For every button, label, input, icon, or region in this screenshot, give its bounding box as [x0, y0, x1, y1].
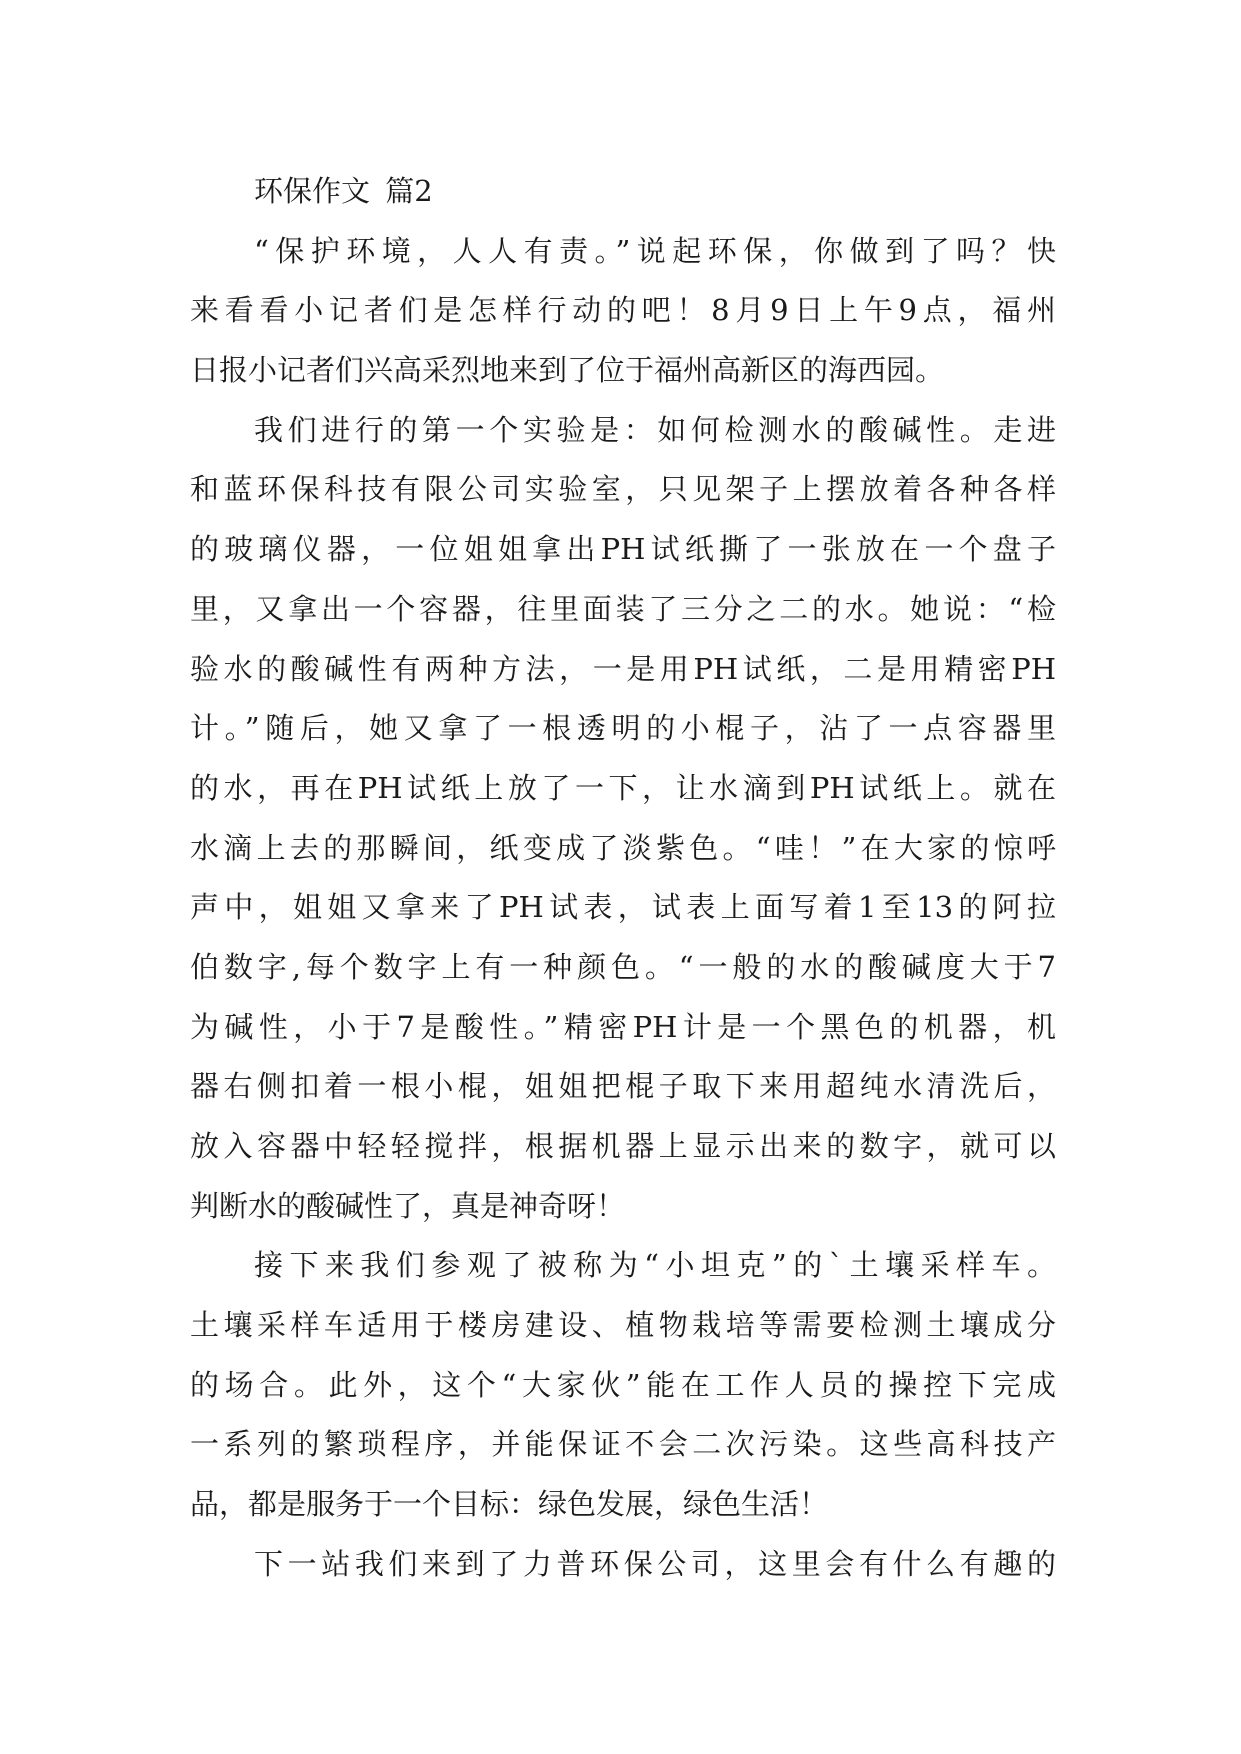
text-line: 和蓝环保科技有限公司实验室，只见架子上摆放着各种各样 [190, 472, 1056, 507]
text-line: 土壤采样车适用于楼房建设、植物栽培等需要检测土壤成分 [190, 1308, 1056, 1343]
text-line: 下一站我们来到了力普环保公司，这里会有什么有趣的 [254, 1546, 1056, 1581]
paragraph [190, 222, 1056, 401]
text-line: 日报小记者们兴高采烈地来到了位于福州高新区的海西园。 [190, 353, 945, 388]
text-line: 的场合。此外，这个“大家伙”能在工作人员的操控下完成 [190, 1367, 1056, 1402]
text-line: 伯数字,每个数字上有一种颜色。“一般的水的酸碱度大于7 [190, 949, 1056, 984]
text-line: 我们进行的第一个实验是：如何检测水的酸碱性。走进 [254, 412, 1056, 447]
paragraph [190, 1236, 1056, 1534]
text-line: 器右侧扣着一根小棍，姐姐把棍子取下来用超纯水清洗后， [190, 1069, 1056, 1104]
text-line: 为碱性，小于7是酸性。”精密PH计是一个黑色的机器，机 [190, 1009, 1056, 1044]
text-line: “保护环境，人人有责。”说起环保，你做到了吗？快 [254, 233, 1056, 268]
text-line: 计。”随后，她又拿了一根透明的小棍子，沾了一点容器里 [190, 711, 1056, 746]
text-line: 的玻璃仪器，一位姐姐拿出PH试纸撕了一张放在一个盘子 [190, 532, 1056, 567]
text-line: 里，又拿出一个容器，往里面装了三分之二的水。她说：“检 [190, 591, 1056, 626]
text-line: 的水，再在PH试纸上放了一下，让水滴到PH试纸上。就在 [190, 770, 1056, 805]
paragraph [190, 1535, 1056, 1595]
text-line: 放入容器中轻轻搅拌，根据机器上显示出来的数字，就可以 [190, 1129, 1056, 1163]
essay-heading: 环保作文 篇2 [254, 174, 433, 208]
text-line: 接下来我们参观了被称为“小坦克”的`土壤采样车。 [254, 1248, 1056, 1283]
text-line: 一系列的繁琐程序，并能保证不会二次污染。这些高科技产 [190, 1427, 1056, 1462]
paragraph [190, 401, 1056, 1237]
text-line: 判断水的酸碱性了，真是神奇呀！ [190, 1188, 626, 1223]
text-line: 水滴上去的那瞬间，纸变成了淡紫色。“哇！”在大家的惊呼 [190, 830, 1056, 865]
text-line: 验水的酸碱性有两种方法，一是用PH试纸，二是用精密PH [190, 651, 1056, 686]
text-line: 来看看小记者们是怎样行动的吧！8月9日上午9点，福州 [190, 293, 1056, 328]
document-body [190, 162, 1056, 1595]
text-line: 声中，姐姐又拿来了PH试表，试表上面写着1至13的阿拉 [190, 890, 1056, 925]
text-line: 品，都是服务于一个目标：绿色发展，绿色生活！ [190, 1487, 829, 1522]
